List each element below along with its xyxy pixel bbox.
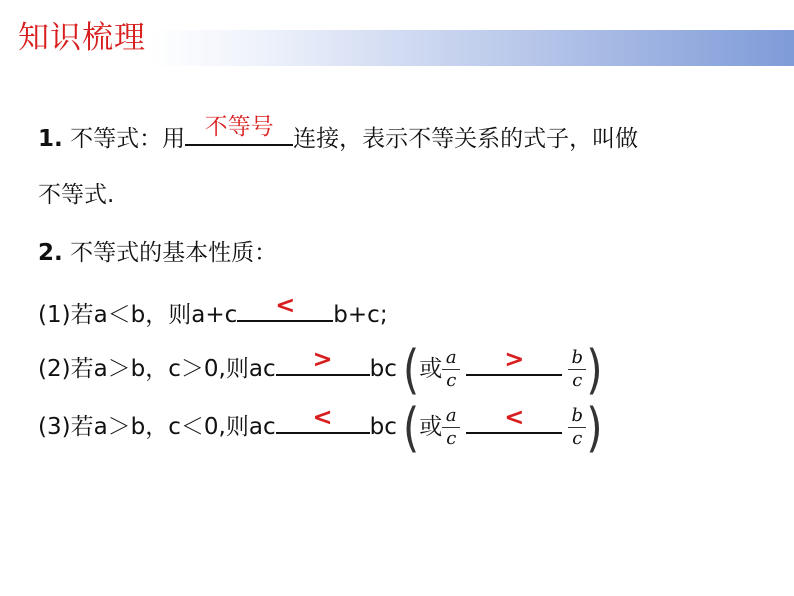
rule-3-prefix: (3)若a＞b，c＜0,则ac [38,414,276,440]
rule-3-suffix: bc [369,414,397,440]
rule-2-frac-a-denominator: c [446,370,457,391]
rule-3-answer-2: < [504,403,525,431]
rule-3-paren-open: ( [402,396,420,458]
answer-blank-1 [185,114,293,146]
rule-3-frac-a-numerator: a [445,405,457,426]
rule-2-prefix: (2)若a＞b，c＞0,则ac [38,356,276,382]
rule-2-or: 或 [419,356,443,382]
item-2-text: 不等式的基本性质： [70,240,278,266]
rule-2-answer: > [312,345,333,373]
item-1-number: 1. [38,126,63,152]
rule-3-line [38,396,603,458]
item-1-line-2 [38,180,114,210]
rule-2-frac-a-numerator: a [445,347,457,368]
rule-3-frac-a-denominator: c [446,428,457,449]
rule-1-line [38,291,388,330]
rule-2-line [38,338,603,400]
item-2-number: 2. [38,240,63,266]
rule-2-paren-close: ) [586,338,603,400]
rule-2-blank [276,345,370,376]
rule-2-blank-2 [466,345,562,376]
rule-2-fraction-a [442,348,460,391]
rule-1-answer: < [275,291,296,319]
page-title: 知识梳理 [18,20,146,56]
rule-2-frac-b-denominator: c [572,370,583,391]
rule-3-blank [276,403,370,434]
item-1-text-b: 连接，表示不等关系的式子，叫做 [293,126,639,152]
rule-3-answer: < [312,403,333,431]
rule-1-suffix: b+c; [333,302,388,328]
rule-1-blank [237,291,333,322]
rule-3-frac-b-denominator: c [572,428,583,449]
rule-2-paren-open: ( [402,338,420,400]
rule-3-or: 或 [419,414,443,440]
rule-1-prefix: (1)若a＜b，则a+c [38,302,238,328]
answer-text-1: 不等号 [204,114,274,140]
rule-3-fraction-a [442,406,460,449]
item-1-text-a: 不等式：用 [70,126,186,152]
item-2-line [38,238,277,268]
rule-3-blank-2 [466,403,562,434]
item-1-text-c: 不等式. [38,182,115,208]
rule-2-answer-2: > [504,345,525,373]
rule-2-fraction-b [568,348,586,391]
rule-2-suffix: bc [369,356,397,382]
rule-3-frac-b-numerator: b [571,405,584,426]
rule-3-paren-close: ) [586,396,603,458]
rule-3-fraction-b [568,406,586,449]
rule-2-frac-b-numerator: b [571,347,584,368]
item-1-line [38,114,639,154]
